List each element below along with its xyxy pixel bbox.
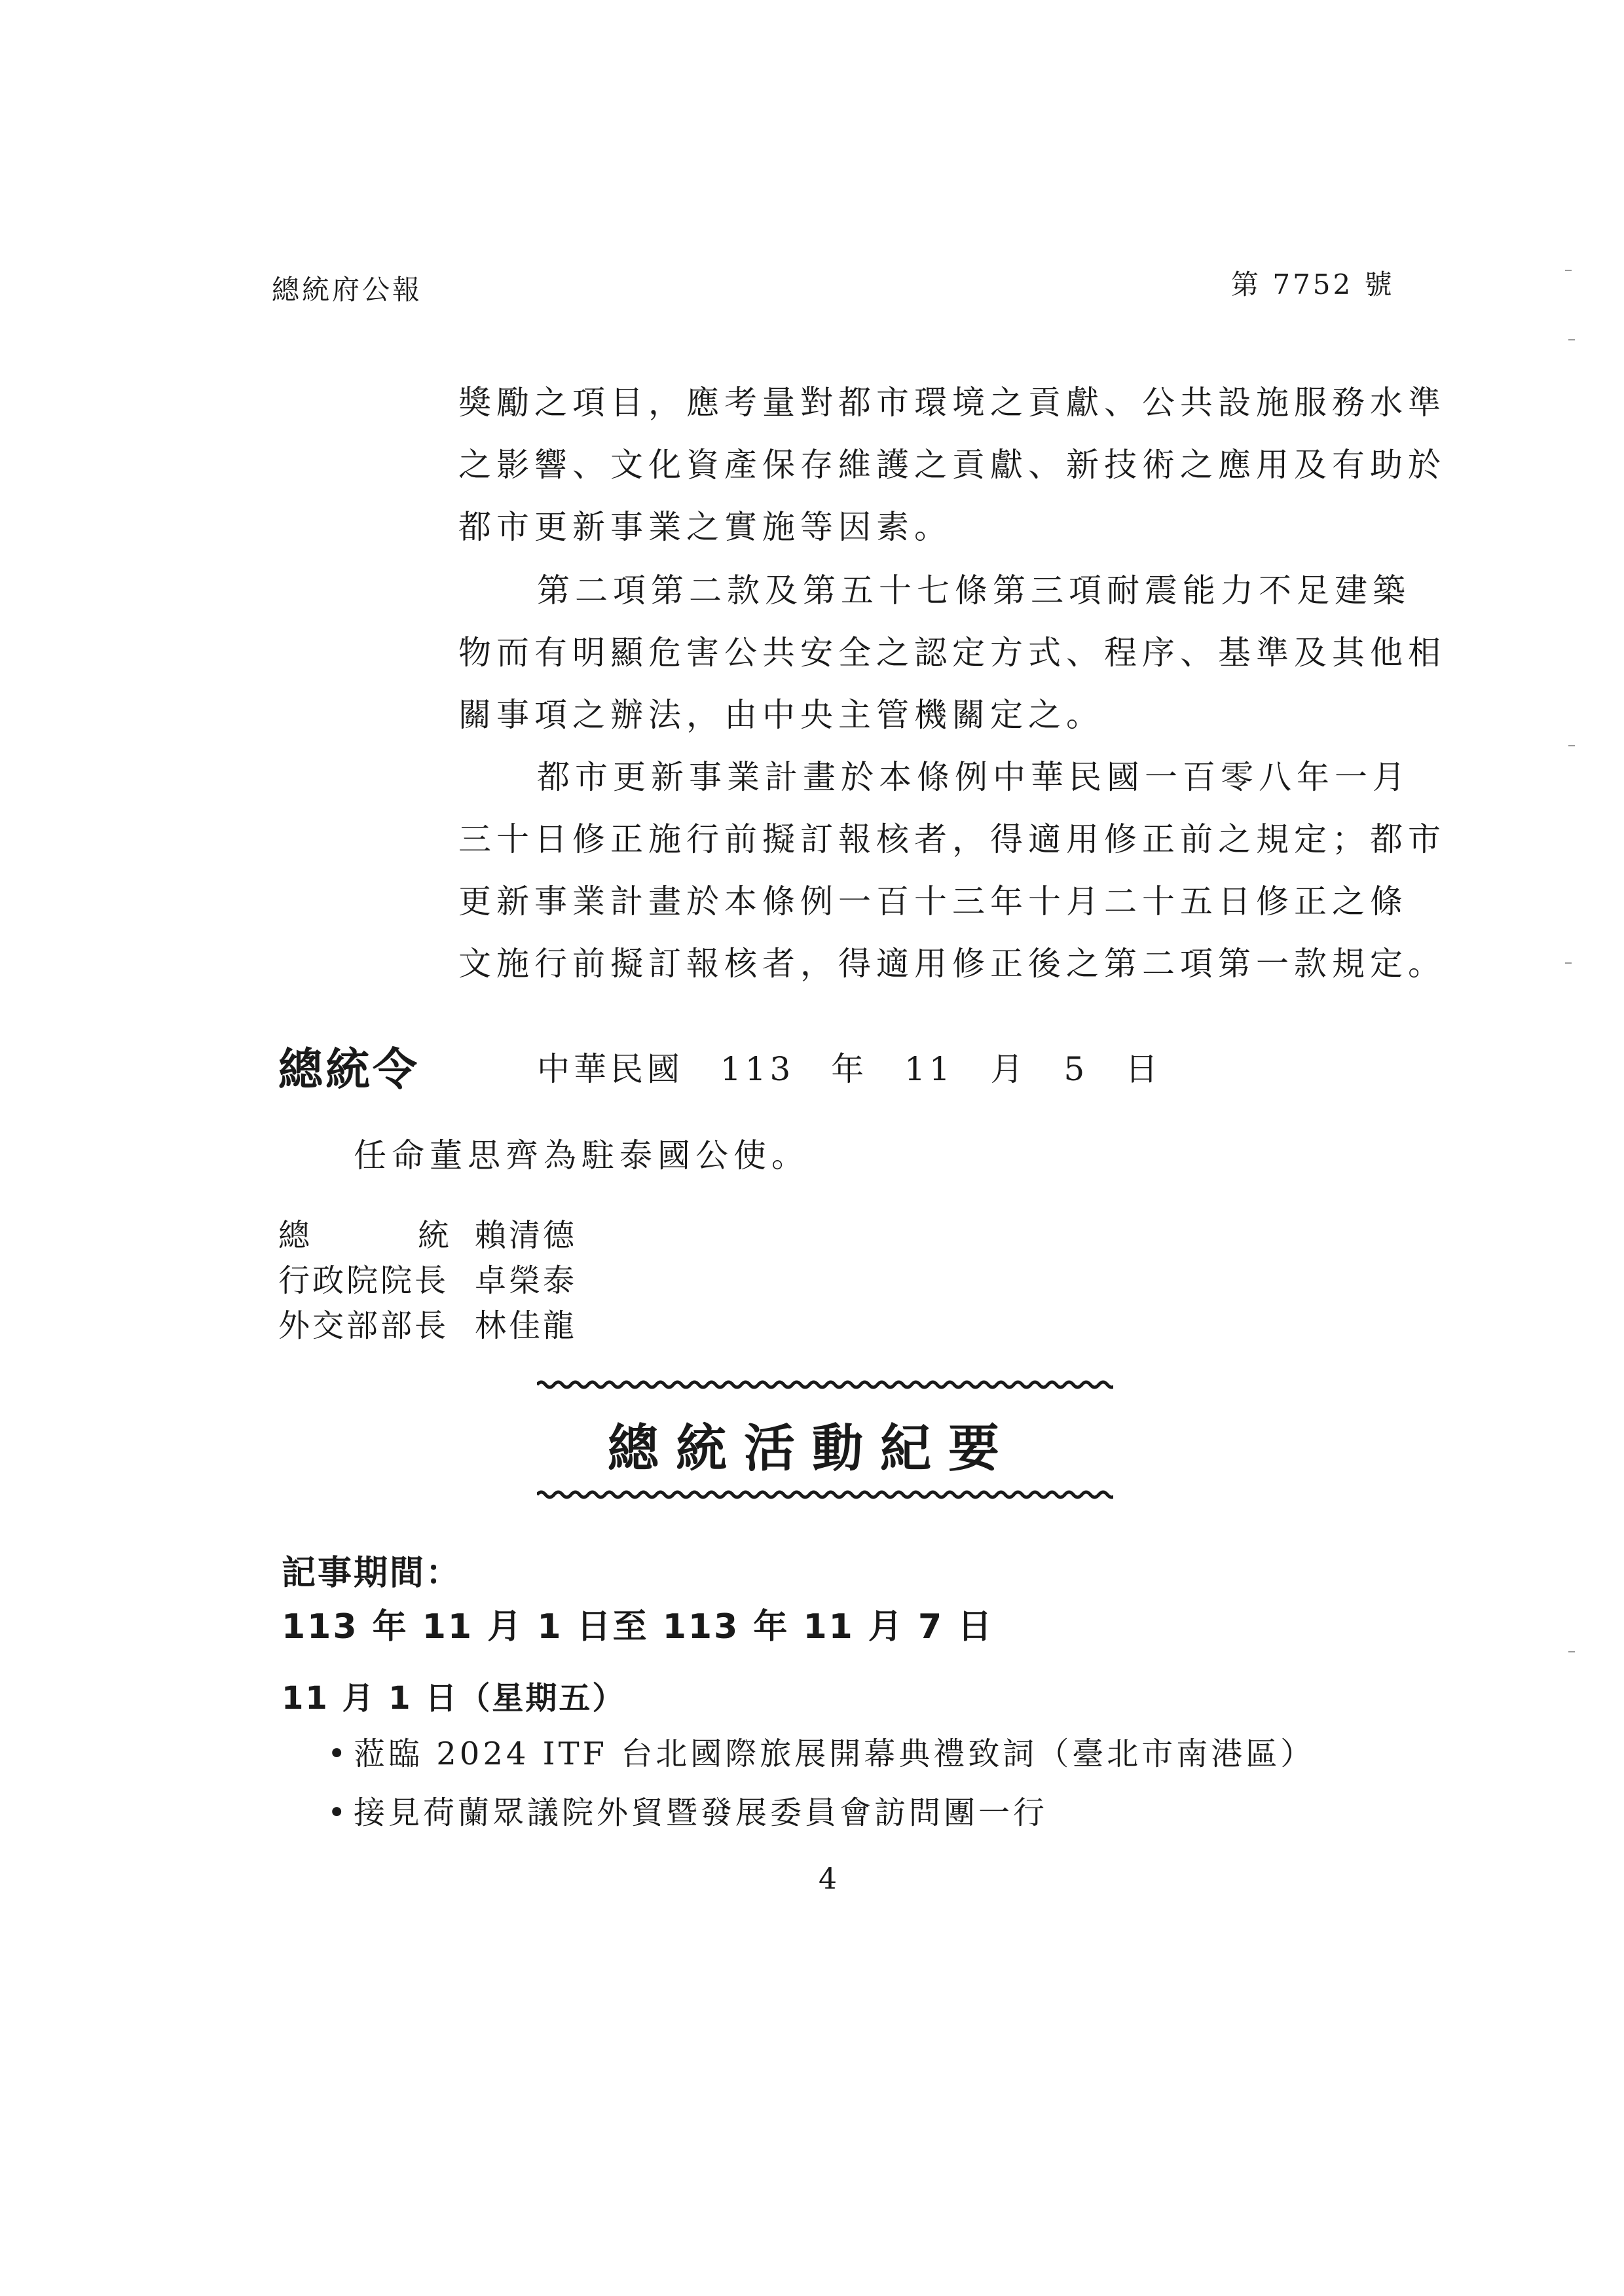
text-line: 文施行前擬訂報核者，得適用修正後之第二項第一款規定。 — [458, 945, 1446, 983]
text-line: 物而有明顯危害公共安全之認定方式、程序、基準及其他相 — [458, 634, 1446, 672]
scan-speck — [1568, 339, 1575, 340]
presidential-order-title: 總統令 — [278, 1044, 420, 1096]
scan-speck — [1565, 962, 1572, 964]
period-range: 113 年 11 月 1 日至 113 年 11 月 7 日 — [282, 1607, 994, 1647]
bullet-icon: • — [327, 1795, 350, 1831]
text-line: 第二項第二款及第五十七條第三項耐震能力不足建築 — [537, 572, 1411, 610]
signatory-name: 卓榮泰 — [475, 1262, 578, 1299]
section-title: 總統活動紀要 — [607, 1419, 1016, 1478]
text-line: 獎勵之項目，應考量對都市環境之貢獻、公共設施服務水準 — [458, 384, 1446, 422]
signatory-row — [278, 1300, 577, 1345]
issue-number: 第 7752 號 — [1231, 268, 1395, 301]
list-item: • 接見荷蘭眾議院外貿暨發展委員會訪問團一行 — [327, 1795, 1048, 1831]
text-line: 都市更新事業計畫於本條例中華民國一百零八年一月 — [537, 758, 1411, 796]
wavy-divider-bottom — [537, 1485, 1113, 1504]
signatory-role: 行政院院長 — [278, 1262, 449, 1299]
signatory-role: 外交部部長 — [278, 1307, 449, 1344]
text-line: 三十日修正施行前擬訂報核者，得適用修正前之規定；都市 — [458, 820, 1446, 858]
scan-speck — [1568, 745, 1575, 746]
signatory-role: 總 統 — [278, 1217, 452, 1254]
order-body: 任命董思齊為駐泰國公使。 — [354, 1137, 809, 1175]
publication-title: 總統府公報 — [272, 274, 423, 306]
text-line: 之影響、文化資產保存維護之貢獻、新技術之應用及有助於 — [458, 446, 1446, 484]
signatory-row — [278, 1210, 577, 1255]
page-number: 4 — [819, 1863, 837, 1896]
bullet-icon: • — [327, 1736, 350, 1772]
day-heading: 11 月 1 日（星期五） — [282, 1680, 626, 1717]
period-label: 記事期間： — [282, 1554, 462, 1593]
wavy-divider-top — [537, 1375, 1113, 1394]
text-line: 關事項之辦法，由中央主管機關定之。 — [458, 696, 1104, 734]
signatory-row — [278, 1255, 577, 1300]
scan-speck — [1568, 1651, 1575, 1652]
signatory-name: 賴清德 — [475, 1217, 578, 1254]
list-item: • 蒞臨 2024 ITF 台北國際旅展開幕典禮致詞（臺北市南港區） — [327, 1736, 1316, 1772]
order-date: 中華民國 113 年 11 月 5 日 — [537, 1050, 1162, 1088]
signatory-name: 林佳龍 — [475, 1307, 578, 1344]
text-line: 都市更新事業之實施等因素。 — [458, 508, 952, 546]
scan-speck — [1565, 270, 1572, 271]
text-line: 更新事業計畫於本條例一百十三年十月二十五日修正之條 — [458, 883, 1408, 920]
